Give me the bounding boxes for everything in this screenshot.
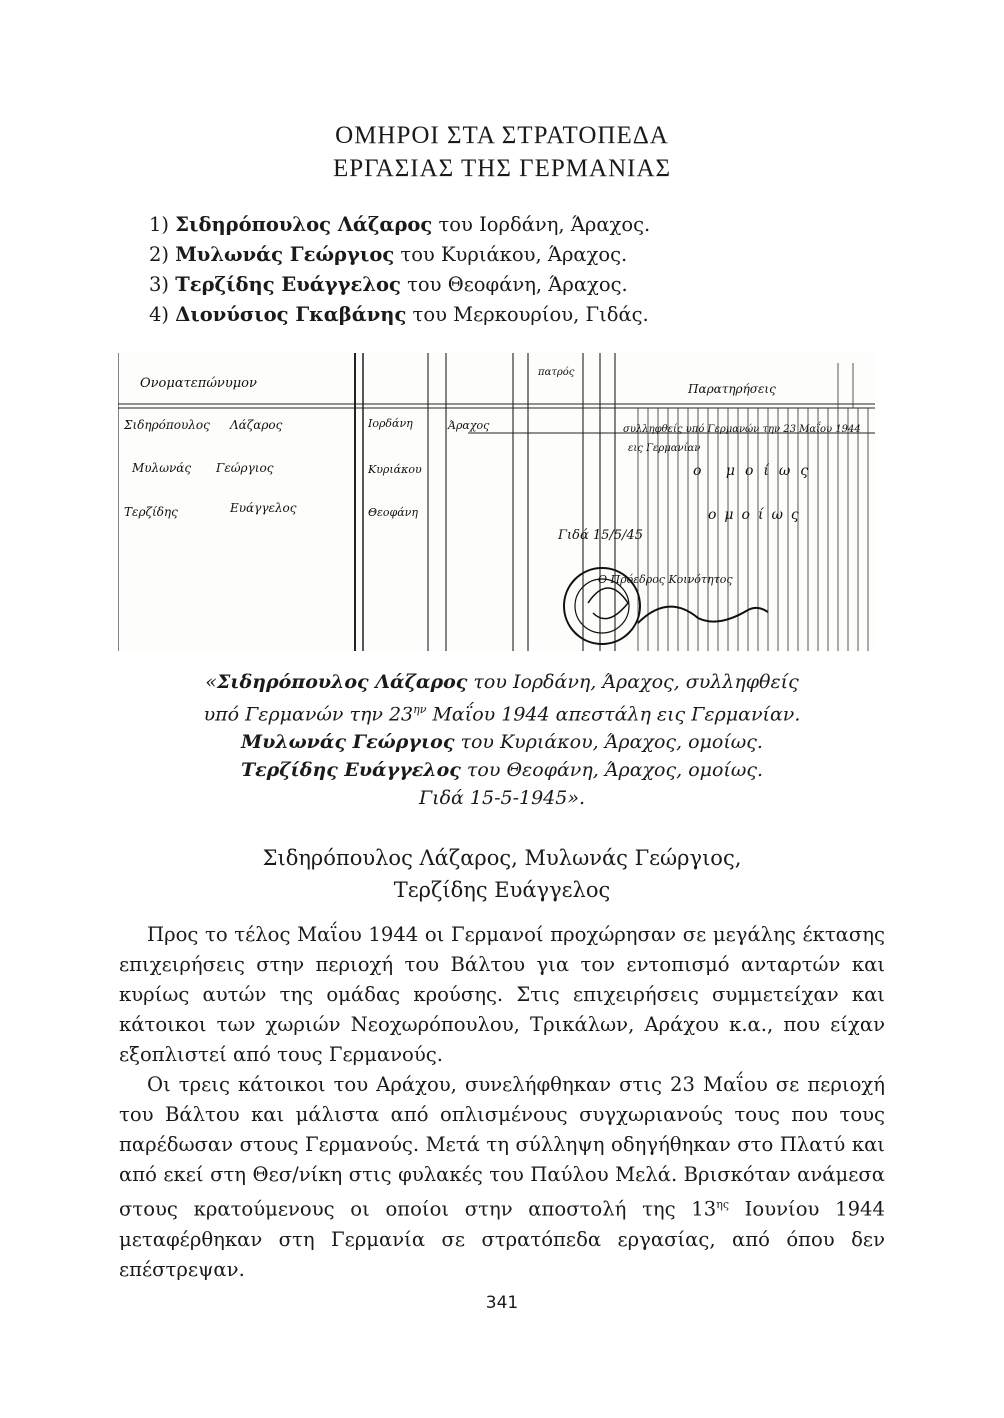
- person-name: Τερζίδης Ευάγγελος: [175, 273, 401, 296]
- item-number: 4): [149, 303, 170, 326]
- hw-row3-note: ομοίως: [708, 507, 807, 523]
- page-number: 341: [485, 1293, 519, 1313]
- person-details: του Θεοφάνη, Άραχος.: [400, 273, 628, 296]
- caption-line-1: [0, 668, 1004, 696]
- caption-text-1: του Ιορδάνη, Άραχος, συλληφθείς: [467, 671, 799, 693]
- person-name: Μυλωνάς Γεώργιος: [175, 243, 395, 266]
- page-title-line-2: ΕΡΓΑΣΙΑΣ ΤΗΣ ΓΕΡΜΑΝΙΑΣ: [332, 155, 672, 182]
- list-item: [149, 270, 650, 300]
- list-item: [149, 210, 650, 240]
- hw-place-date: Γιδά 15/5/45: [558, 528, 643, 543]
- paragraph-1: Προς το τέλος Μαΐου 1944 οι Γερμανοί προχώρησαν σε μεγάλης έκτασης επιχειρήσεις στην περιοχή του Βάλτου για τον εντοπισμό ανταρτών και κυρίως αυτών της ομάδας κρούσης. Στις επιχειρήσεις συμμετείχαν και κάτοικοι των χωριών Νεοχωρόπουλου, Τρικάλων, Αράχου κ.α., που είχαν εξοπλιστεί από τους Γερμανούς.: [119, 923, 885, 1066]
- list-item: [149, 300, 650, 330]
- item-number: 3): [149, 273, 170, 296]
- list-item: [149, 240, 650, 270]
- person-details: του Μερκουρίου, Γιδάς.: [406, 303, 649, 326]
- hw-row3-given: Ευάγγελος: [230, 501, 297, 515]
- hw-header-notes: Παρατηρήσεις: [688, 382, 776, 396]
- hw-row2-father: Κυριάκου: [368, 463, 422, 476]
- hw-header-father: πατρός: [538, 367, 575, 378]
- caption-text-3: του Κυριάκου, Άραχος, ομοίως.: [454, 731, 763, 754]
- archival-document-scan: [118, 353, 875, 651]
- caption-line-2: [0, 696, 1004, 728]
- caption-line-3: [0, 728, 1004, 756]
- caption-text-2b: Μαΐου 1944 απεστάλη εις Γερμανίαν.: [426, 703, 801, 726]
- caption-line-5: Γιδά 15-5-1945».: [418, 787, 586, 810]
- hw-row1-surname: Σιδηρόπουλος: [124, 418, 210, 432]
- caption-name-1: Σιδηρόπουλος Λάζαρος: [216, 671, 468, 693]
- caption-text-2a: υπό Γερμανών την 23: [203, 703, 414, 726]
- hw-row2-surname: Μυλωνάς: [132, 461, 192, 475]
- paragraph-2-ordinal: ης: [716, 1198, 729, 1211]
- hw-row1-father: Ιορδάνη: [368, 417, 413, 430]
- section-heading-line-2: Τερζίδης Ευάγγελος: [393, 878, 611, 902]
- caption-ordinal: ην: [413, 703, 427, 716]
- person-details: του Ιορδάνη, Άραχος.: [432, 213, 651, 236]
- section-heading: [0, 842, 1004, 906]
- hw-row1-given: Λάζαρος: [230, 418, 283, 432]
- hw-row1-note-b: εις Γερμανίαν: [628, 443, 701, 454]
- hw-row2-note: ο μοίως: [693, 463, 819, 479]
- hw-row1-note-a: συλληφθείς υπό Γερμανών την 23 Μαΐου 1944: [623, 424, 861, 435]
- caption-line-4: [0, 756, 1004, 784]
- paragraph-2-text-a: Οι τρεις κάτοικοι του Αράχου, συνελήφθηκαν στις 23 Μαΐου σε περιοχή του Βάλτου και μάλιστα από οπλισμένους συγχωριανούς τους που τους παρέδωσαν στους Γερμανούς. Μετά τη σύλληψη οδηγήθηκαν στο Πλατύ και από εκεί στη Θεσ/νίκη στις φυλακές του Παύλου Μελά. Βρισκόταν ανάμεσα στους κρατούμενους οι οποίοι στην αποστολή της 13: [119, 1073, 885, 1221]
- caption-quote-open: «: [205, 671, 217, 693]
- hw-row2-given: Γεώργιος: [216, 461, 274, 475]
- person-name: Διονύσιος Γκαβάνης: [175, 303, 407, 326]
- hw-row1-village: Άραχος: [448, 419, 490, 432]
- caption-text-4: του Θεοφάνη, Άραχος, ομοίως.: [460, 759, 764, 782]
- hw-row3-father: Θεοφάνη: [368, 506, 418, 519]
- person-name: Σιδηρόπουλος Λάζαρος: [175, 213, 433, 236]
- paragraph-2: [119, 1070, 885, 1285]
- hw-header-names: Ονοματεπώνυμον: [140, 376, 257, 391]
- person-details: του Κυριάκου, Άραχος.: [394, 243, 628, 266]
- hostage-list: [149, 210, 650, 330]
- document-caption: [0, 668, 1004, 812]
- body-text: [119, 920, 885, 1285]
- section-heading-line-1: Σιδηρόπουλος Λάζαρος, Μυλωνάς Γεώργιος,: [262, 846, 742, 870]
- caption-name-3: Τερζίδης Ευάγγελος: [240, 759, 461, 782]
- page-title-line-1: ΟΜΗΡΟΙ ΣΤΑ ΣΤΡΑΤΟΠΕΔΑ: [335, 122, 669, 149]
- caption-name-2: Μυλωνάς Γεώργιος: [241, 731, 455, 754]
- item-number: 2): [149, 243, 170, 266]
- item-number: 1): [149, 213, 170, 236]
- hw-stamp-signature-label: Ο Πρόεδρος Κοινότητος: [598, 573, 733, 586]
- paragraph-2-text-b: Ιουνίου 1944 μεταφέρθηκαν στη Γερμανία σε στρατόπεδα εργασίας, από όπου δεν επέστρεψαν.: [119, 1197, 885, 1281]
- hw-row3-surname: Τερζίδης: [124, 505, 178, 519]
